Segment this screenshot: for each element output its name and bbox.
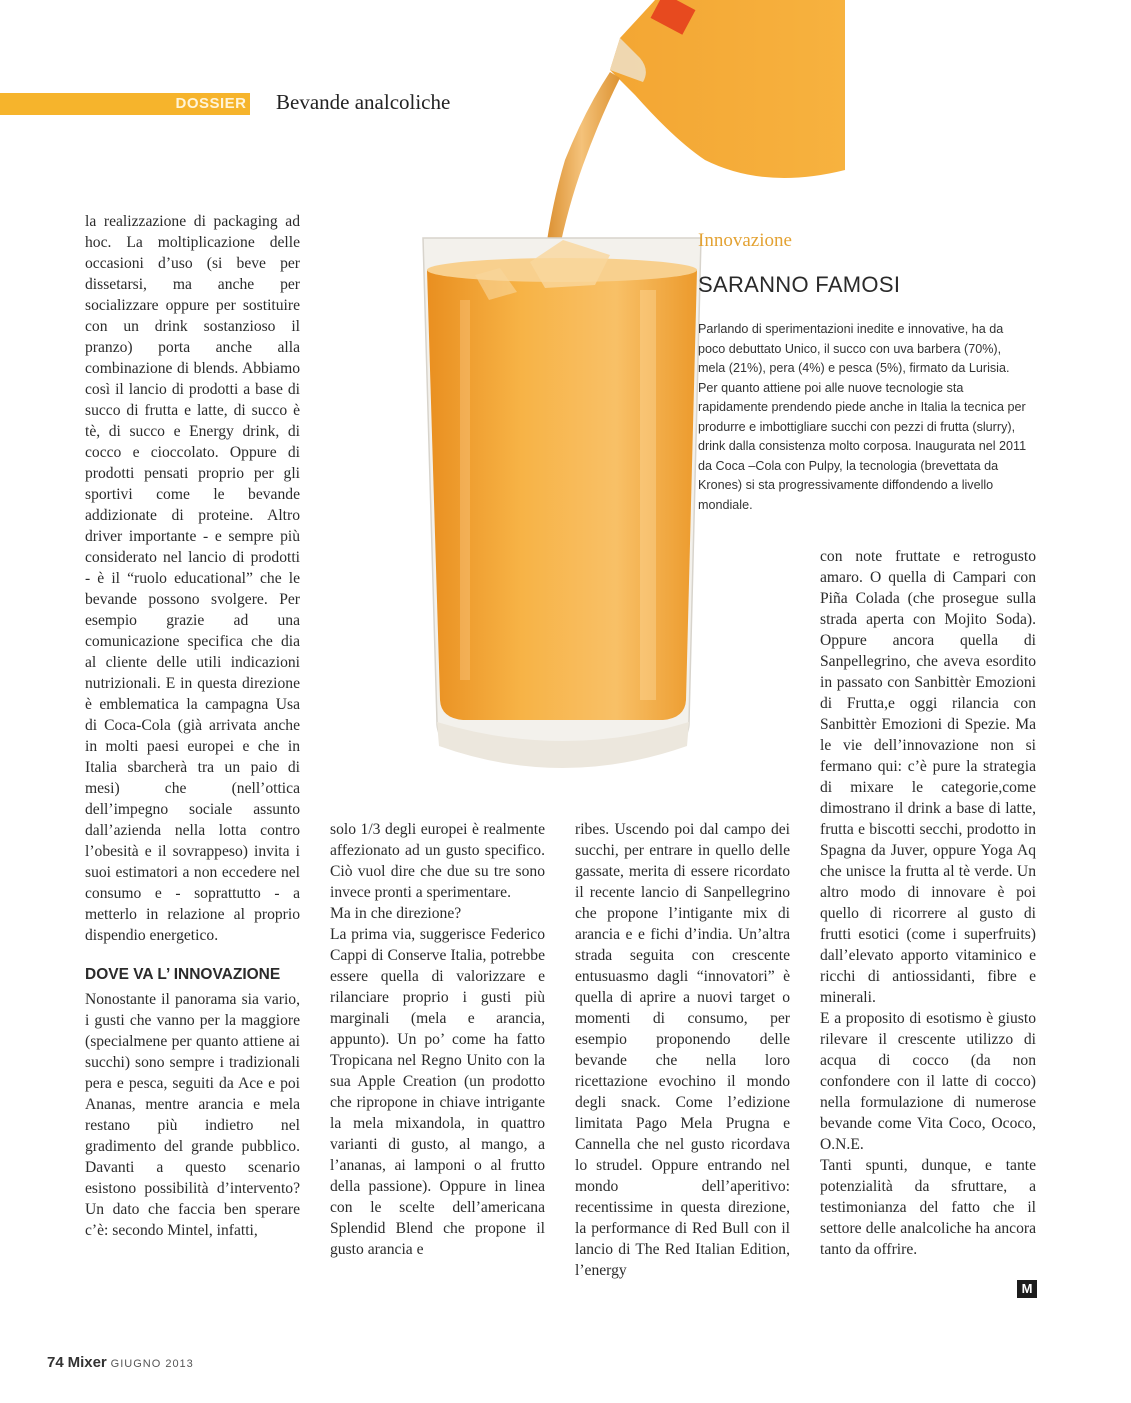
box-kicker: Innovazione [698, 230, 792, 251]
column-1-paragraph-2: Nonostante il panorama sia vario, i gusti che vanno per la maggiore (specialmene per quanto attiene ai succhi) sono sempre i tradizionali pera e pesca, seguiti da Ace e poi Ananas, mentre arancia e mela restano più indietro nel gradimento del grande pubblico. Davanti a questo scenario esistono possibilità d’intervento? Un dato che faccia ben sperare c’è: secondo Mintel, infatti, [85, 991, 300, 1239]
box-title: SARANNO FAMOSI [698, 272, 901, 297]
column-2-paragraph-1: solo 1/3 degli europei è realmente affezionato ad un gusto specifico. Ciò vuol dire che due su tre sono invece pronti a sperimentare. [330, 821, 545, 901]
magazine-name: Mixer [67, 1354, 107, 1371]
box-text: Parlando di sperimentazioni inedite e innovative, ha da poco debuttato Unico, il succo con uva barbera (70%), mela (21%), pera (4%) e pesca (5%), firmato da Lurisia. Per quanto attiene poi alle nuove tecnologie sta rapidamente prendendo piede anche in Italia la tecnica per produrre e imbottigliare succhi con pezzi di frutta (slurry), drink dalla consistenza molto corposa. Inaugurata nel 2011 da Coca –Cola con Pulpy, la tecnologia (brevettata da Krones) si sta progressivamente diffondendo a livello mondiale. [698, 322, 1027, 512]
column-4-paragraph-3: Tanti spunti, dunque, e tante potenzialità da sfruttare, a testimonianza del fatto che il settore delle analcoliche ha ancora tanto da offrire. [820, 1157, 1036, 1258]
end-mark-logo: M [1017, 1280, 1037, 1298]
column-3-paragraph-1: ribes. Uscendo poi dal campo dei succhi, per entrare in quello delle gassate, merita di essere ricordato il recente lancio di Sanpellegrino che propone l’intigante mix di arancia e e fichi d’india. Un’altra strada seguita con crescente entusuasmo dagli “innovatori” è quella di aprire a nuovi target o momenti di consumo, per esempio proponendo delle bevande che nella loro ricettazione evochino il mondo degli snack. Come l’edizione limitata Pago Mela Prugna e Cannella che nel gusto ricordava lo strudel. Oppure entrando nel mondo dell’aperitivo: recentissime in questa direzione, la performance di Red Bull con il lancio di The Red Italian Edition, l’energy [575, 821, 790, 1279]
page-number: 74 [47, 1354, 64, 1371]
section-tag: DOSSIER [175, 95, 247, 112]
column-4-paragraph-2: E a proposito di esotismo è giusto rilevare il crescente utilizzo di acqua di cocco (da non confondere con il latte di cocco) nella formulazione di numerose bevande come Vita Coco, Ococo, O.N.E. [820, 1010, 1036, 1153]
section-title: Bevande analcoliche [276, 90, 451, 114]
subheading: DOVE VA L’ INNOVAZIONE [85, 966, 281, 983]
column-2-paragraph-3: La prima via, suggerisce Federico Cappi di Conserve Italia, potrebbe essere quella di valorizzare e rilanciare proprio i gusti più marginali (mela e arancia, appunto). Un po’ come ha fatto Tropicana nel Regno Unito con la sua Apple Creation (un prodotto che ripropone in chiave intrigante la mela mixandola, in quattro varianti di gusto, al mango, a l’ananas, ai lamponi o al frutto della passione). Oppure in linea con le scelte dell’americana Splendid Blend che propone il gusto arancia e [330, 926, 545, 1258]
column-4-paragraph-1: con note fruttate e retrogusto amaro. O quella di Campari con Piña Colada (che prosegue sulla strada aperta con Mojito Soda). Oppure ancora quella di Sanpellegrino, che aveva esordito in passato con Sanbittèr Emozioni di Frutta,e oggi rilancia con Sanbittèr Emozioni di Spezie. Ma le vie dell’innovazione non si fermano qui: c’è pure la strategia di mixare le categorie,come dimostrano il drink a base di latte, frutta e biscotti secchi, prodotto in Spagna da Juver, oppure Yoga Aq che unisce la frutta al tè verde. Un altro modo di innovare è poi quello di ricorrere al gusto di frutti esotici (come i superfruits) dall’elevato apporto vitaminico e ricchi di antiossidanti, fibre e minerali. [820, 548, 1036, 1006]
column-2-paragraph-2: Ma in che direzione? [330, 905, 462, 922]
bottle [610, 0, 845, 178]
page-footer [47, 1354, 194, 1371]
column-4 [820, 546, 1036, 1260]
column-2 [330, 819, 545, 1260]
issue-date: GIUGNO 2013 [110, 1358, 194, 1370]
column-1-paragraph-1: la realizzazione di packaging ad hoc. La moltiplicazione delle occasioni d’uso (si beve per dissetarsi, ma anche per socializzare oppure per sostituire con un drink sostanzioso il pranzo) porta anche alla combinazione di blends. Abbiamo così il lancio di prodotti a base di succo di frutta e latte, di succo è tè, di succo e Energy drink, di cocco e cioccolato. Oppure di prodotti pensati proprio per gli sportivi come le bevande addizionate di proteine. Altro driver importante - e sempre più considerato nel lancio di prodotti - è il “ruolo educational” che le bevande possono svolgere. Per esempio grazie ad una comunicazione specifica che dia al cliente delle utili indicazioni nutrizionali. E in questa direzione è emblematica la campagna Usa di Coca-Cola (già arrivata anche in molti paesi europei e che in Italia sbarcherà tra un paio di mesi) che (nell’ottica dell’impegno sociale assunto dall’azienda nella lotta contro l’obesità e il sovrappeso) invita i suoi estimatori a non eccedere nel consumo e - soprattutto - a metterlo in relazione al proprio dispendio energetico. [85, 213, 300, 944]
glass [423, 238, 701, 768]
column-3 [575, 819, 790, 1281]
column-1 [85, 211, 300, 1241]
